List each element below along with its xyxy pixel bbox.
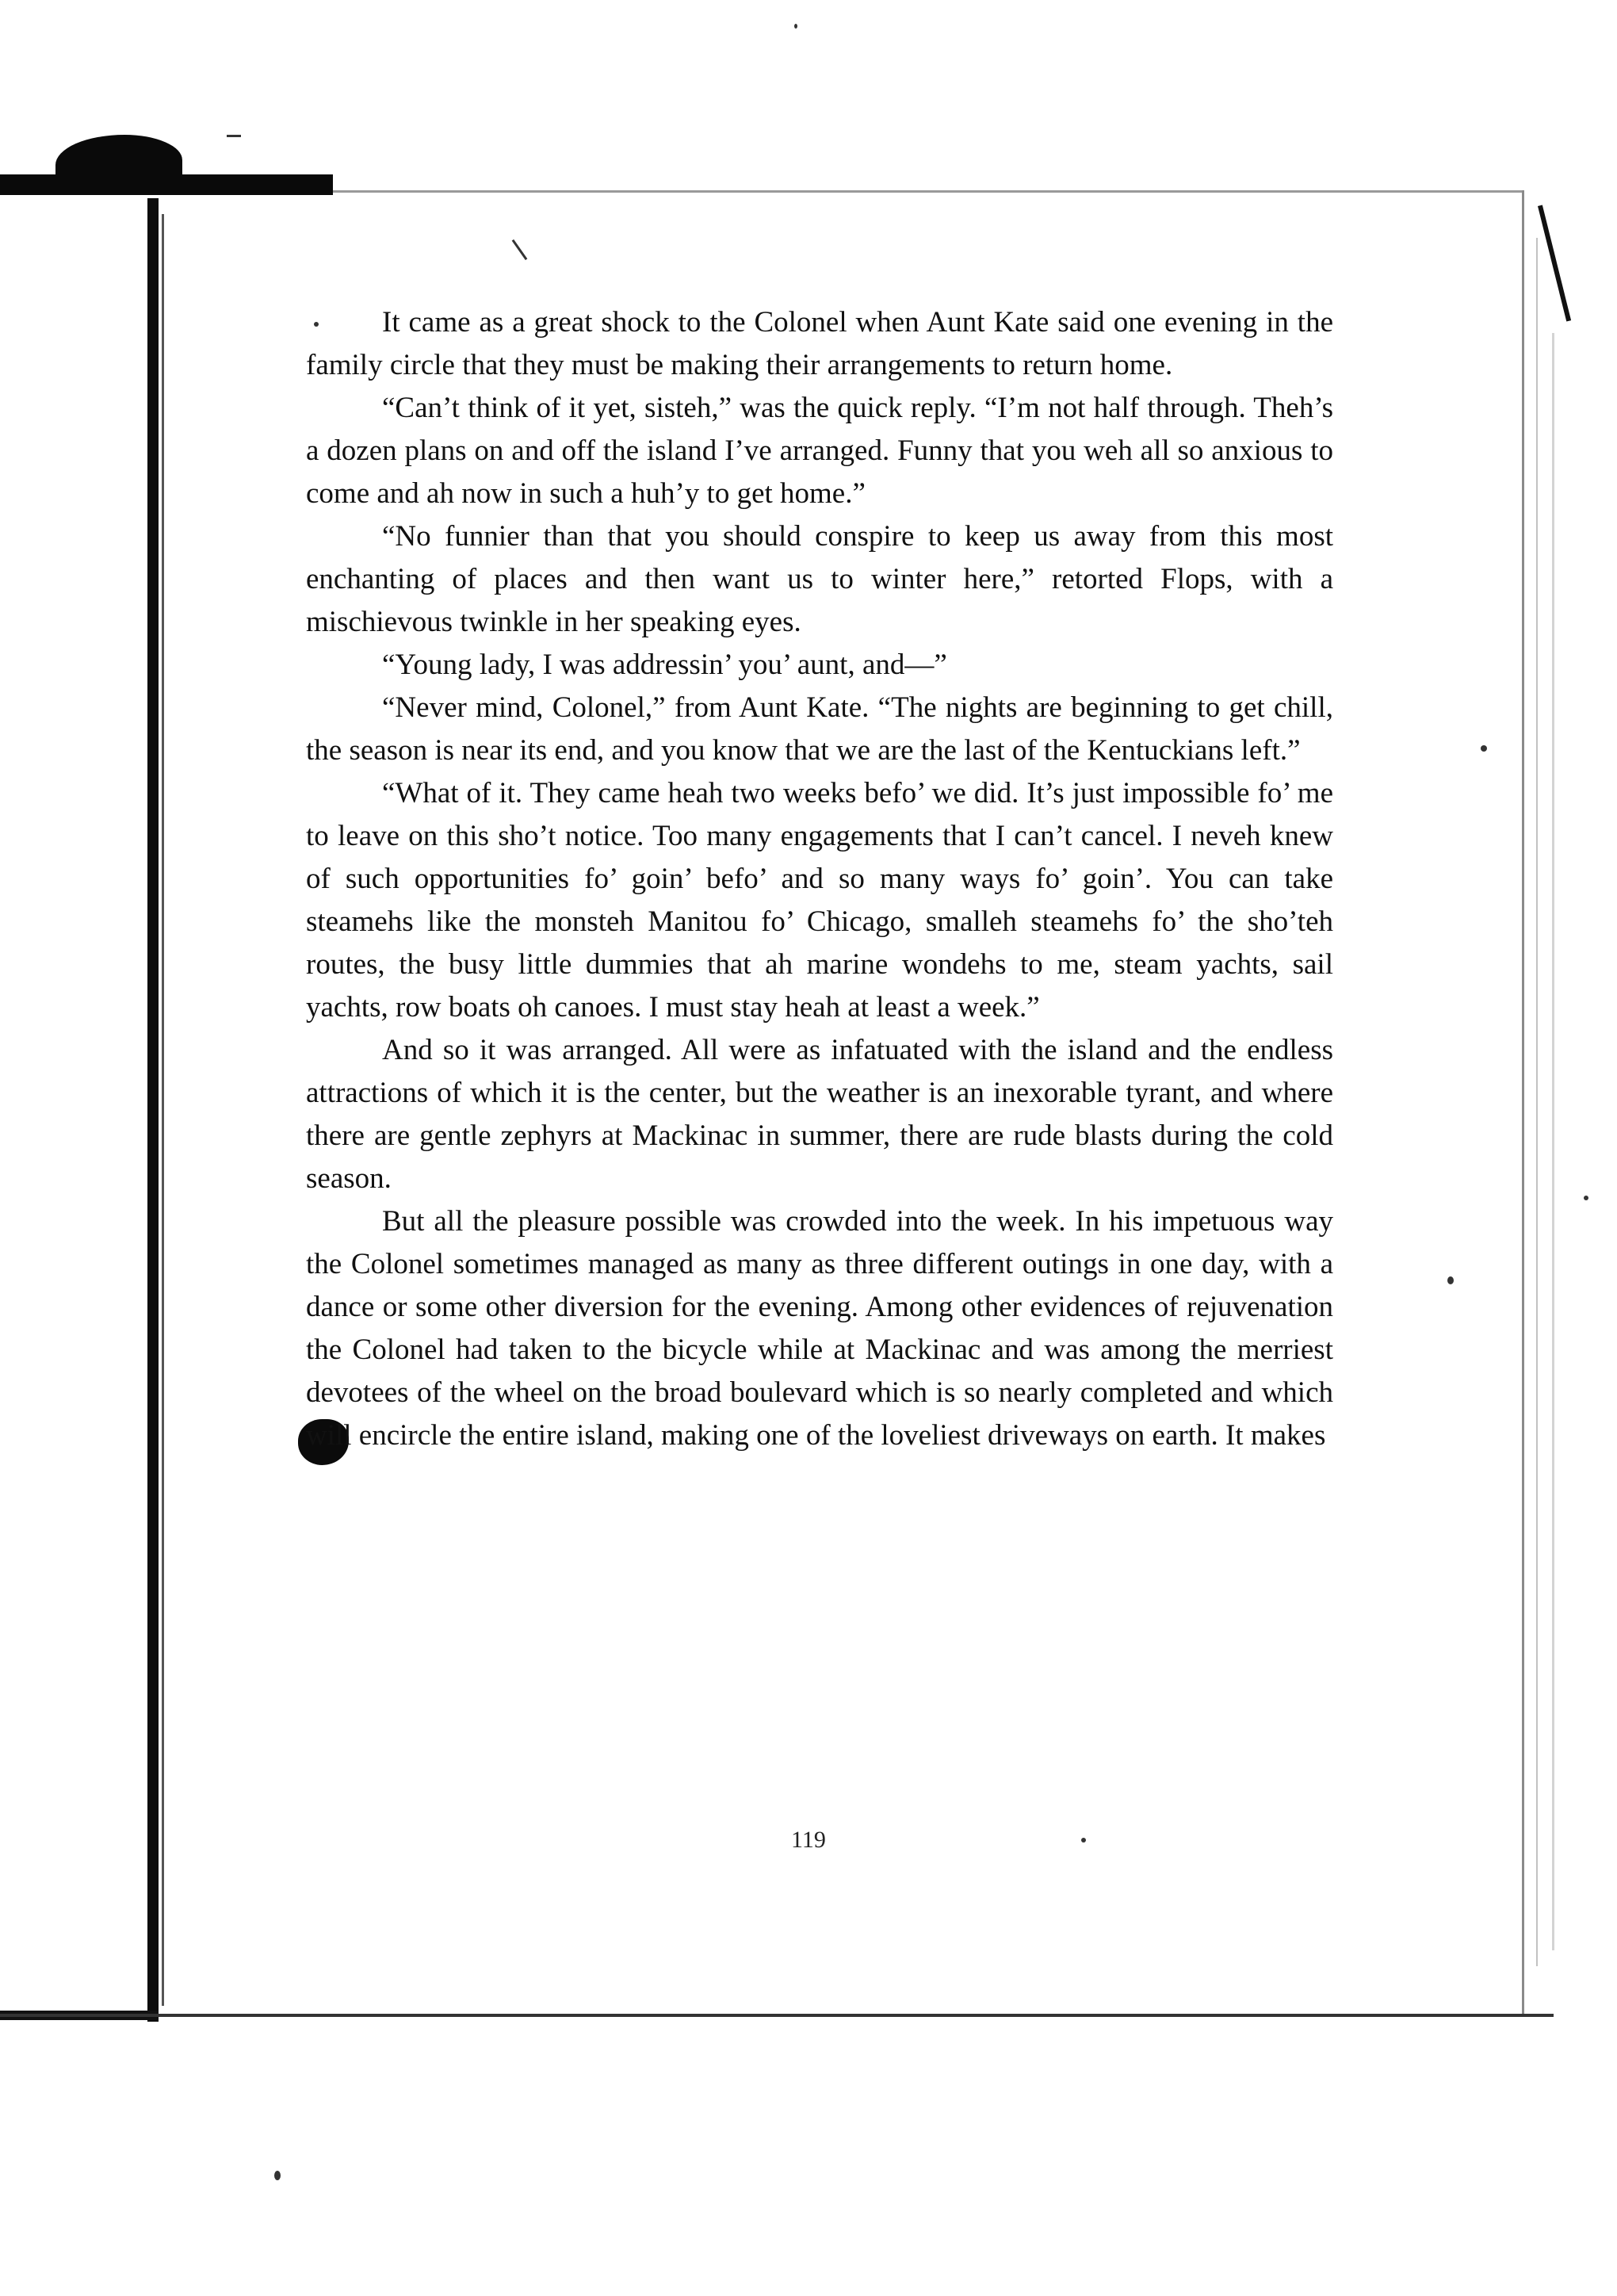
page-right-edge-2 [1536, 238, 1538, 1966]
paragraph: “No funnier than that you should conspire to keep us away from this most enchanting of places and then want us to winter here,” retorted Flops, with a mischievous twinkle in her speaking eyes. [306, 520, 1333, 638]
scan-speck [1447, 1276, 1454, 1284]
paragraph: “What of it. They came heah two weeks befo’ we did. It’s just impossible fo’ me to leave on this sho’t notice. Too many engagements that I can’t cancel. I neveh knew of such opportunities fo’ goin’ befo’ and so many ways fo’ goin’. You can take steamehs like the monsteh Manitou fo’ Chicago, smalleh steamehs fo’ the sho’teh routes, the busy little dummies that ah marine wondehs to me, steam yachts, sail yachts, row boats oh canoes. I must stay heah at least a week.” [306, 777, 1333, 1024]
page-body [306, 301, 1333, 1457]
paragraph: But all the pleasure possible was crowded into the week. In his impetuous way the Colonel sometimes managed as many as three different outings in one day, with a dance or some other diversion for the evening. Among other evidences of rejuvenation the Colonel had taken to the bicycle while at Mackinac and was among the merriest devotees of the wheel on the broad boulevard which is so nearly completed and which will encircle the entire island, making one of the loveliest driveways on earth. It makes [306, 1205, 1333, 1452]
scan-speck [274, 2171, 281, 2180]
paragraph: “Never mind, Colonel,” from Aunt Kate. “The nights are beginning to get chill, the season is near its end, and you know that we are the last of the Kentuckians left.” [306, 691, 1333, 767]
book-binding [147, 198, 159, 2022]
paragraph: And so it was arranged. All were as infatuated with the island and the endless attractions of which it is the center, but the weather is an inexorable tyrant, and where there are gentle zephyrs at Mackinac in summer, there are rude blasts during the cold season. [306, 1034, 1333, 1195]
paragraph: “Can’t think of it yet, sisteh,” was the quick reply. “I’m not half through. Theh’s a dozen plans on and off the island I’ve arranged. Funny that you weh all so anxious to come and ah now in such a huh’y to get home.” [306, 392, 1333, 510]
scan-top-edge [0, 174, 333, 195]
page-number: 119 [791, 1827, 826, 1853]
page-bottom-edge [0, 2014, 1554, 2017]
scan-speck [512, 239, 528, 260]
page-right-edge-3 [1552, 333, 1554, 1950]
scan-speck [1481, 745, 1487, 752]
book-binding-inner [162, 214, 164, 2006]
paragraph: “Young lady, I was addressin’ you’ aunt, and—” [382, 649, 947, 681]
paragraph: It came as a great shock to the Colonel when Aunt Kate said one evening in the family circle that they must be making their arrangements to return home. [306, 306, 1333, 381]
scan-speck [794, 24, 797, 29]
scan-speck [1081, 1838, 1086, 1843]
scan-mark [1538, 205, 1571, 322]
page-top-edge [333, 190, 1522, 193]
scan-speck [1584, 1196, 1588, 1200]
page-right-edge [1522, 190, 1524, 2014]
scan-speck [227, 135, 241, 137]
